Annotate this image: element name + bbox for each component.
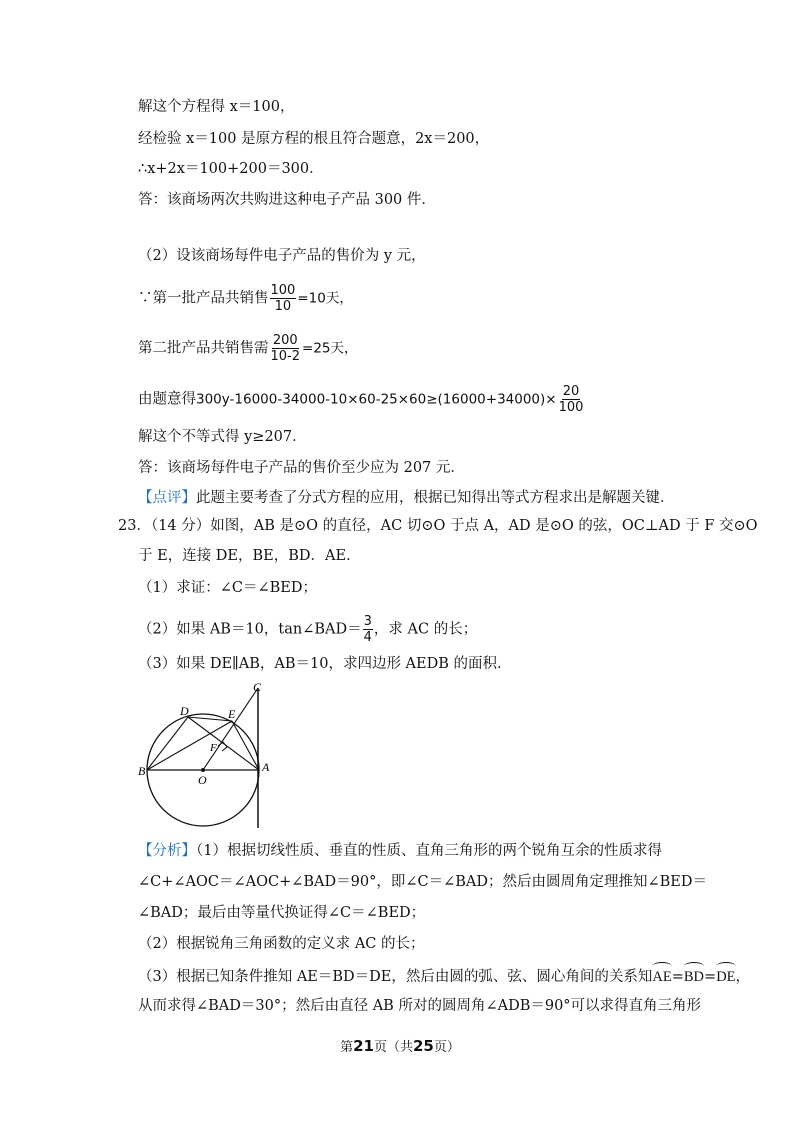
center-point (201, 768, 205, 772)
label-a: A (262, 760, 270, 774)
second-batch-suffix: =25天， (302, 340, 358, 357)
label-b: B (138, 764, 146, 778)
analysis-line1 (138, 841, 662, 861)
segment-oc (203, 688, 258, 770)
problem23-question2 (138, 614, 477, 645)
solve-inequality-line: 解这个不等式得 y≥207． (138, 429, 307, 445)
footer-total-pages: 25 (413, 1037, 434, 1055)
question2-fraction (363, 614, 373, 645)
analysis-p3-line1 (138, 965, 750, 987)
question2-suffix: ，求 AC 的长； (373, 621, 478, 638)
first-batch-line (138, 283, 353, 314)
comment-line (138, 488, 675, 508)
second-batch-denominator: 10-2 (270, 349, 301, 364)
question2-numerator: 3 (363, 614, 372, 629)
analysis-p3-line2: 从而求得∠BAD＝30°；然后由直径 AB 所对的圆周角∠ADB＝90°可以求得直角三角形 (138, 998, 702, 1014)
footer-suffix: 页） (433, 1040, 460, 1055)
sum-line: ∴x+2x＝100+200＝300． (138, 161, 324, 177)
comment-text: 此题主要考查了分式方程的应用，根据已知得出等式方程求出是解题关键． (196, 490, 675, 506)
answer-1-line: 答：该商场两次共购进这种电子产品 300 件． (138, 192, 436, 208)
second-batch-prefix: 第二批产品共销售需 (138, 340, 269, 357)
first-batch-fraction (270, 283, 297, 314)
analysis-p1-line2: ∠C+∠AOC＝∠AOC+∠BAD＝90°，即∠C＝∠BAD；然后由圆周角定理推知∠BED＝ (138, 874, 708, 890)
comment-tag: 【点评】 (138, 490, 196, 506)
problem23-question1: （1）求证：∠C＝∠BED； (138, 580, 317, 596)
inequality-fraction (558, 384, 585, 415)
solve-equation-line: 解这个方程得 x＝100， (138, 99, 295, 115)
analysis-tag: 【分析】 (138, 843, 196, 859)
footer-prefix: 第 (340, 1040, 354, 1055)
inequality-line (138, 384, 585, 415)
label-o: O (198, 773, 207, 787)
arc-bd: BD (684, 965, 704, 987)
second-batch-line (138, 333, 358, 364)
label-e: E (228, 707, 236, 721)
page-footer (0, 1036, 800, 1055)
label-d: D (180, 704, 189, 718)
segment-ae (232, 721, 259, 770)
geometry-figure (138, 680, 278, 830)
analysis-p3-prefix: （3）根据已知条件推知 AE＝BD＝DE，然后由圆的弧、弦、圆心角间的关系知 (138, 969, 653, 985)
inequality-numerator: 20 (562, 384, 580, 399)
footer-middle: 页（共 (373, 1040, 413, 1055)
analysis-p2: （2）根据锐角三角函数的定义求 AC 的长； (138, 936, 425, 952)
question2-prefix: （2）如果 AB＝10，tan∠BAD＝ (138, 621, 362, 638)
footer-page-number: 21 (353, 1037, 374, 1055)
first-batch-numerator: 100 (270, 283, 296, 298)
problem23-stem-line2: 于 E，连接 DE，BE，BD．AE． (138, 548, 361, 564)
label-c: C (253, 680, 262, 694)
second-batch-fraction (270, 333, 302, 364)
analysis-p1-line1: （1）根据切线性质、垂直的性质、直角三角形的两个锐角互余的性质求得 (196, 843, 662, 859)
analysis-p1-line3: ∠BAD；最后由等量代换证得∠C＝∠BED； (138, 905, 426, 921)
equals-sign-2: = (704, 969, 717, 985)
analysis-p3-suffix: ， (735, 969, 751, 985)
first-batch-prefix: ∵第一批产品共销售 (138, 290, 269, 307)
part2-intro-line: （2）设该商场每件电子产品的售价为 y 元， (138, 248, 426, 264)
arc-ae: AE (652, 965, 671, 987)
label-f: F (210, 742, 217, 754)
arc-de: DE (716, 965, 735, 987)
inequality-prefix: 由题意得 (138, 391, 196, 408)
second-batch-numerator: 200 (272, 333, 298, 348)
problem23-question3: （3）如果 DE∥AB，AB＝10，求四边形 AEDB 的面积． (138, 656, 512, 672)
first-batch-denominator: 10 (274, 299, 292, 314)
first-batch-suffix: =10天， (297, 290, 353, 307)
inequality-body: 300y-16000-34000-10×60-25×60≥(16000+34000)× (196, 391, 557, 408)
inequality-denominator: 100 (558, 400, 584, 415)
problem23-stem-line1: 23．（14 分）如图，AB 是⊙O 的直径，AC 切⊙O 于点 A，AD 是⊙O 的弦，OC⊥AD 于 F 交⊙O (118, 518, 758, 534)
question2-denominator: 4 (363, 630, 372, 645)
segment-ad (188, 717, 259, 770)
equals-sign-1: = (671, 969, 684, 985)
check-line: 经检验 x＝100 是原方程的根且符合题意，2x＝200， (138, 131, 490, 147)
answer-2-line: 答：该商场每件电子产品的售价至少应为 207 元． (138, 460, 465, 476)
